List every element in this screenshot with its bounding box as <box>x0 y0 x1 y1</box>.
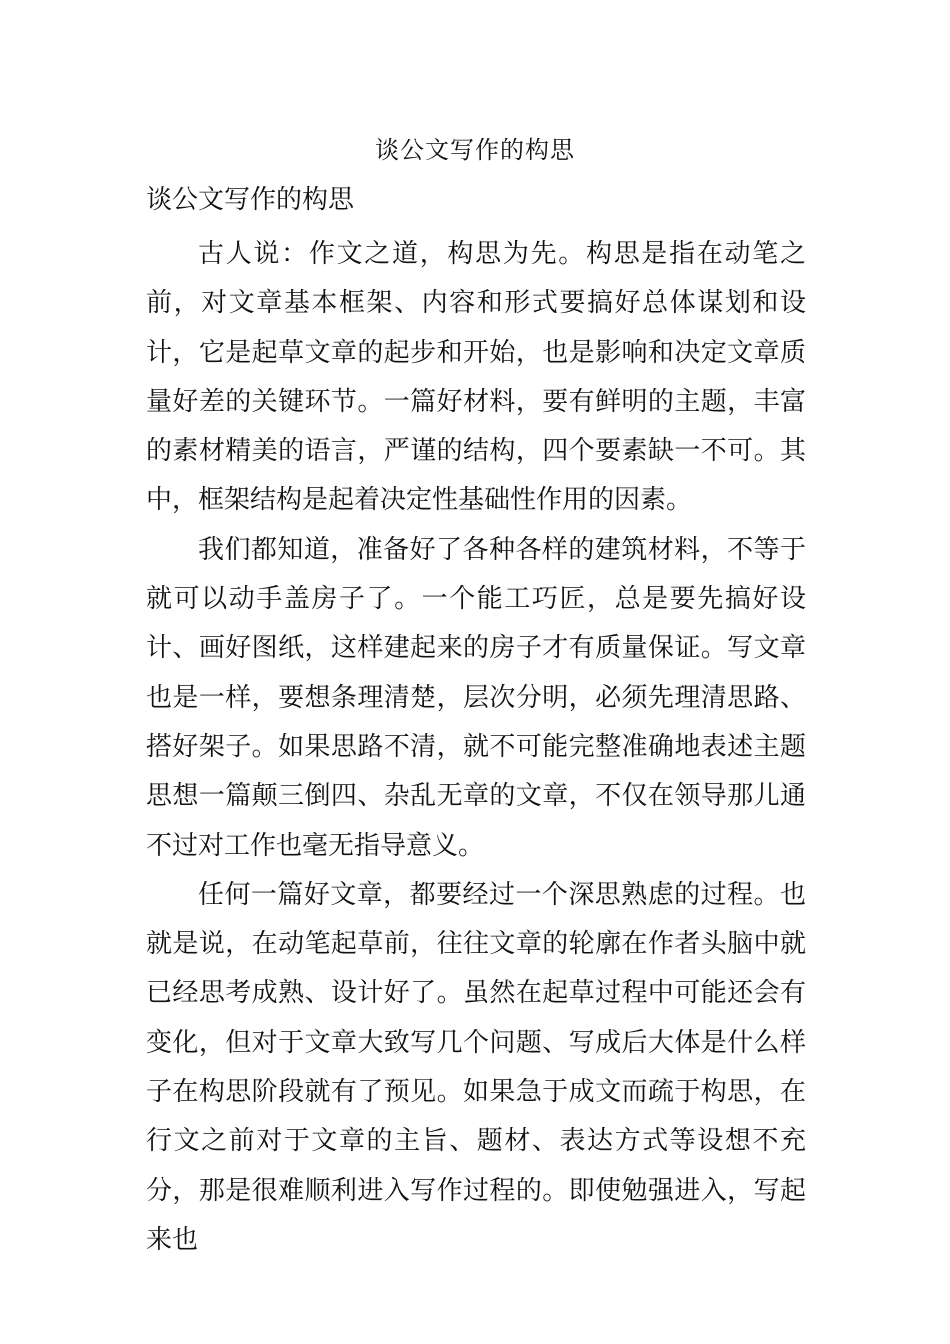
page-title: 谈公文写作的构思 <box>375 136 575 164</box>
paragraph: 任何一篇好文章，都要经过一个深思熟虑的过程。也就是说，在动笔起草前，往往文章的轮廓在作者头脑中就已经思考成熟、设计好了。虽然在起草过程中可能还会有变化，但对于文章大致写几个问题、写成后大体是什么样子在构思阶段就有了预见。如果急于成文而疏于构思，在行文之前对于文章的主旨、题材、表达方式等设想不充分，那是很难顺利进入写作过程的。即使勉强进入，写起来也 <box>146 879 806 1255</box>
document-body <box>146 230 806 1265</box>
document-subtitle: 谈公文写作的构思 <box>146 185 355 215</box>
paragraph: 古人说：作文之道，构思为先。构思是指在动笔之前，对文章基本框架、内容和形式要搞好总体谋划和设计，它是起草文章的起步和开始，也是影响和决定文章质量好差的关键环节。一篇好材料，要有鲜明的主题，丰富的素材精美的语言，严谨的结构，四个要素缺一不可。其中，框架结构是起着决定性基础性作用的因素。 <box>146 239 806 516</box>
paragraph: 我们都知道，准备好了各种各样的建筑材料，不等于就可以动手盖房子了。一个能工巧匠，总是要先搞好设计、画好图纸，这样建起来的房子才有质量保证。写文章也是一样，要想条理清楚，层次分明，必须先理清思路、搭好架子。如果思路不清，就不可能完整准确地表述主题思想一篇颠三倒四、杂乱无章的文章，不仅在领导那儿通不过对工作也毫无指导意义。 <box>146 534 806 861</box>
